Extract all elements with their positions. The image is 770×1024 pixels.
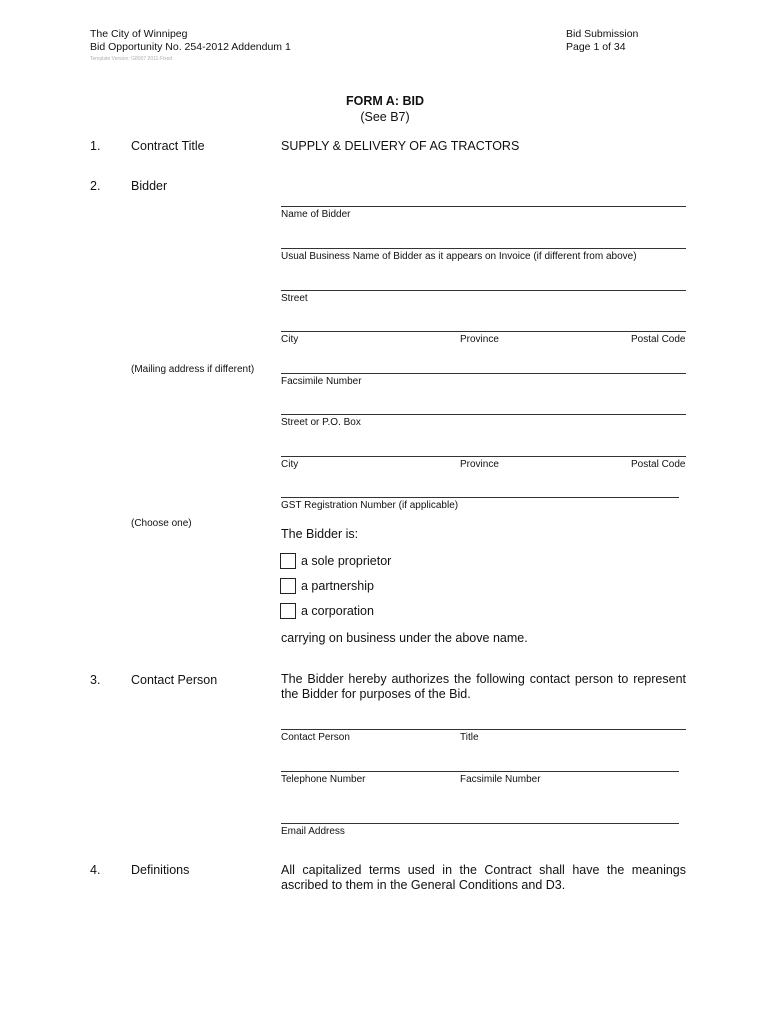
- street-field[interactable]: [281, 290, 686, 291]
- mailing-postal-code-label: Postal Code: [631, 459, 686, 470]
- name-of-bidder-field[interactable]: [281, 206, 686, 207]
- city-label: City: [281, 334, 299, 345]
- section-1-label: Contract Title: [131, 139, 205, 153]
- choose-one-note: (Choose one): [131, 518, 192, 529]
- contact-title-label: Title: [460, 732, 479, 743]
- form-title: FORM A: BID: [346, 94, 424, 108]
- contact-person-label: Contact Person: [281, 732, 350, 743]
- mailing-address-note: (Mailing address if different): [131, 364, 255, 375]
- header-page-number: Page 1 of 34: [566, 41, 626, 53]
- header-submission: Bid Submission: [566, 28, 639, 40]
- facsimile-label: Facsimile Number: [281, 376, 362, 387]
- postal-code-label: Postal Code: [631, 334, 686, 345]
- section-4-label: Definitions: [131, 863, 190, 877]
- city-province-postal-field[interactable]: [281, 331, 686, 332]
- gst-label: GST Registration Number (if applicable): [281, 500, 459, 511]
- section-3-number: 3.: [90, 673, 101, 687]
- section-3-label: Contact Person: [131, 673, 218, 687]
- contact-facsimile-label: Facsimile Number: [460, 774, 541, 785]
- definitions-paragraph: All capitalized terms used in the Contract shall have the meanings ascribed to them in the General Conditions and D3.: [281, 863, 686, 892]
- section-1-number: 1.: [90, 139, 101, 153]
- header-org: The City of Winnipeg: [90, 28, 188, 40]
- street-po-box-label: Street or P.O. Box: [281, 417, 361, 428]
- gst-number-field[interactable]: [281, 497, 679, 498]
- carrying-on-business-text: carrying on business under the above name.: [281, 631, 528, 645]
- usual-business-name-field[interactable]: [281, 248, 686, 249]
- section-2-number: 2.: [90, 179, 101, 193]
- province-label: Province: [460, 334, 499, 345]
- telephone-label: Telephone Number: [281, 774, 366, 785]
- partnership-checkbox[interactable]: [280, 578, 296, 594]
- mailing-city-label: City: [281, 459, 299, 470]
- contact-person-title-field[interactable]: [281, 729, 686, 730]
- telephone-facsimile-field[interactable]: [281, 771, 679, 772]
- header-bid-opportunity: Bid Opportunity No. 254-2012 Addendum 1: [90, 41, 291, 53]
- corporation-checkbox[interactable]: [280, 603, 296, 619]
- mailing-province-label: Province: [460, 459, 499, 470]
- section-2-label: Bidder: [131, 179, 168, 193]
- sole-proprietor-checkbox[interactable]: [280, 553, 296, 569]
- corporation-label: a corporation: [301, 604, 374, 618]
- email-address-field[interactable]: [281, 823, 679, 824]
- email-address-label: Email Address: [281, 826, 345, 837]
- usual-business-name-label: Usual Business Name of Bidder as it appears on Invoice (if different from above): [281, 251, 637, 262]
- street-label: Street: [281, 293, 308, 304]
- form-subtitle: (See B7): [360, 110, 410, 124]
- partnership-label: a partnership: [301, 579, 374, 593]
- contact-person-paragraph: The Bidder hereby authorizes the following contact person to represent the Bidder for purposes of the Bid.: [281, 672, 686, 701]
- name-of-bidder-label: Name of Bidder: [281, 209, 351, 220]
- contract-title-value: SUPPLY & DELIVERY OF AG TRACTORS: [281, 139, 520, 153]
- header-template-version: Template Version: G8007 2011-Fixed: [90, 56, 173, 62]
- facsimile-field[interactable]: [281, 373, 686, 374]
- bidder-is-label: The Bidder is:: [281, 527, 359, 541]
- section-4-number: 4.: [90, 863, 101, 877]
- mailing-city-province-postal-field[interactable]: [281, 456, 686, 457]
- sole-proprietor-label: a sole proprietor: [301, 554, 392, 568]
- street-po-box-field[interactable]: [281, 414, 686, 415]
